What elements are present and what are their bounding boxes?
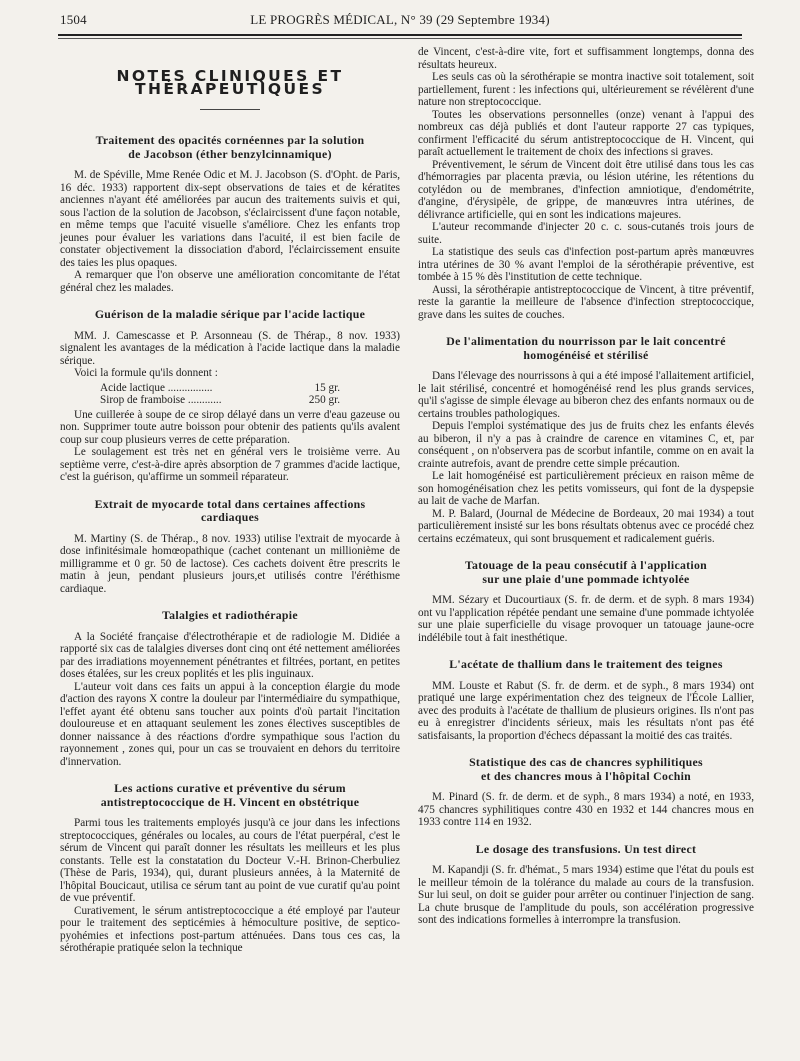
page-number: 1504 [60, 12, 87, 27]
paragraph: L'auteur voit dans ces faits un appui à la conception élargie du mode d'action des rayons X contre la douleur par l'intermédiaire du sympathique, l'effet ayant été obtenu sans toucher aux points d'où partait l'incitation douloureuse et en attaquant seulement les zones électives susceptibles de donner naissance à des réactions d'ordre sympathique sous l'action du rayonnement , zones qui, pour un cas se trouvaient en dehors du territoire d'innervation. [60, 680, 400, 768]
paragraph: Les seuls cas où la sérothérapie se montra inactive soit totalement, soit partiellement, furent : les infections qui, ultérieurement se révélèrent d'une nature non streptococcique. [418, 71, 754, 108]
journal-title: LE PROGRÈS MÉDICAL, N° 39 (29 Septembre 1934) [250, 12, 550, 27]
section-title-chancres [418, 756, 754, 783]
paragraph: MM. J. Camescasse et P. Arsonneau (S. de Thérap., 8 nov. 1933) signalent les avantages de la médication à l'acide lactique dans la maladie sérique. [60, 329, 400, 367]
section-title-line: de Jacobson (éther benzylcinnamique) [128, 146, 332, 161]
paragraph: Dans l'élevage des nourrissons à qui a été imposé l'allaitement artificiel, le lait stérilisé, concentré et homogénéisé rend les plus grands services, qu'il s'agisse de simple élevage au biberon chez des enfants normaux ou de certains troubles pathologiques. [418, 370, 754, 420]
section-title-tatouage [418, 559, 754, 586]
formula-item: Sirop de framboise ............ [100, 394, 222, 406]
section-title-line: Extrait de myocarde total dans certaines affections [94, 496, 366, 511]
section-title-acide-lactique: Guérison de la maladie sérique par l'acide lactique [94, 307, 366, 321]
paragraph: Curativement, le sérum antistreptococcique a été employé par l'auteur pour le traitement des septicémies à hémoculture positive, de septico-pyohémies et infections post-partum atténuées. Dans tous ces cas, la sérothérapie pratiquée selon la technique [60, 904, 400, 954]
paragraph: M. de Spéville, Mme Renée Odic et M. J. Jacobson (S. d'Opht. de Paris, 16 déc. 1933) rapportent dix-sept observations de taies et de kératites anciennes n'ayant été améliorées par aucun des traitements suivis et qui, sous l'action de la solution de Jacobson, s'éclaircissent d'une façon notable, en même temps que l'acuité visuelle s'améliore. Chez les enfants trop jeunes pour évaluer les variations dans l'acuité, il est bien facile de constater objectivement la dissociation d'abord, l'éclaircissement ensuite des taies les plus opaques. [60, 169, 400, 269]
paragraph: A remarquer que l'on observe une amélioration concomitante de l'état général chez les malades. [60, 269, 400, 294]
formula-item: Acide lactique ................ [100, 381, 213, 394]
section-title-jacobson [60, 134, 400, 161]
paragraph: M. Martiny (S. de Thérap., 8 nov. 1933) utilise l'extrait de myocarde à dose infinitésimale homœopathique (cachet contenant un millionième de milligramme et 0 gr. 50 de lactose). Ces cachets doivent être prescrits le matin à jeun, pendant plusieurs jours,et utilisés contre l'éréthisme cardiaque. [60, 532, 400, 595]
formula-quantity: 250 gr. [308, 394, 340, 406]
paragraph: Aussi, la sérothérapie antistreptococcique de Vincent, à titre préventif, reste la garantie la meilleure de l'absence d'infection streptococcique, grave dans les suites de couches. [418, 283, 754, 321]
section-title-line: cardiaques [200, 510, 260, 524]
paragraph: MM. Louste et Rabut (S. fr. de derm. et de syph., 8 mars 1934) ont pratiqué une large expérimentation chez des teigneux de l'École Lallier, avec des produits à l'acétate de thallium de plusieurs origines. Ils n'ont pas eu à enregistrer d'incidents sérieux, mais les résultats n'ont pas été satisfaisants, la proportion d'échecs dépassant la moitié des cas traités. [418, 679, 754, 742]
formula-row [100, 382, 340, 395]
paragraph: Préventivement, le sérum de Vincent doit être utilisé dans tous les cas d'hémorragies par placenta prævia, ou lésion utérine, les rétentions du cotylédon ou de membranes, d'infection amniotique, d'endométrite, d'angine, d'érysipèle, de grippe, de manœuvres intra utérines, de délivrance artificielle, qui en sont les indications majeures. [418, 158, 754, 221]
formula-quantity: 15 gr. [314, 381, 340, 394]
header-rule-thin [58, 38, 742, 39]
left-column [60, 48, 400, 955]
section-title-serum-vincent [60, 782, 400, 809]
section-title-thallium: L'acétate de thallium dans le traitement des teignes [449, 657, 723, 671]
section-title-line: Les actions curative et préventive du sérum [114, 781, 346, 795]
formula-row [100, 394, 340, 407]
paragraph: Le lait homogénéisé est particulièrement précieux en raison même de son homogénéisation chez les petits vomisseurs, qui font de la dyspepsie au lait de vache de Marfan. [418, 470, 754, 507]
section-title-transfusions: Le dosage des transfusions. Un test direct [475, 841, 697, 856]
paragraph: Parmi tous les traitements employés jusqu'à ce jour dans les infections streptococciques, générales ou locales, au cours de l'état puerpéral, c'est le sérum de Vincent qui paraît donner les résultats les meilleurs et les plus constants. Telle est la constatation du Docteur V.-H. Brinon-Cherbuliez (Thèse de Paris, 1934), qui, durant plusieurs années, à la Maternité de l'hôpital Boucicaut, utilisa ce sérum tant au point de vue curatif qu'au point de vue préventif. [60, 817, 400, 904]
paragraph: L'auteur recommande d'injecter 20 c. c. sous-cutanés trois jours de suite. [418, 221, 754, 246]
running-head [60, 12, 740, 32]
paragraph: Le soulagement est très net en général vers le troisième verre. Au septième verre, c'est-à-dire après absorption de 7 grammes d'acide lactique, c'est la guérison, qu'affirme un sommeil réparateur. [60, 446, 400, 483]
paragraph: de Vincent, c'est-à-dire vite, fort et suffisamment longtemps, donna des résultats heureux. [418, 46, 754, 71]
paragraph: M. Pinard (S. fr. de derm. et de syph., 8 mars 1934) a noté, en 1933, 475 chancres syphilitiques contre 430 en 1932 et 144 chancres mous en 1933 contre 114 en 1932. [418, 791, 754, 828]
main-title: NOTES CLINIQUES ET THÉRAPEUTIQUES [116, 67, 344, 98]
paragraph: Une cuillerée à soupe de ce sirop délayé dans un verre d'eau gazeuse ou non. Supprimer toute autre boisson pour obtenir des patients qu'ils avalent coup sur coup plusieurs verres de cette préparation. [60, 408, 400, 446]
paragraph: Voici la formule qu'ils donnent : [74, 367, 218, 379]
section-title-myocarde [60, 498, 400, 525]
formula [100, 382, 340, 407]
section-title-line: sur une plaie d'une pommade ichtyolée [482, 571, 690, 586]
section-title-line: Tatouage de la peau consécutif à l'application [464, 558, 708, 572]
paragraph: La statistique des seuls cas d'infection post-partum après manœuvres intra utérines de 30 % avant l'emploi de la sérothérapie préventive, est tombée à 15 % dès l'institution de cette technique. [418, 246, 754, 283]
section-title-line: et des chancres mous à l'hôpital Cochin [480, 768, 692, 783]
section-title-line: Statistique des cas de chancres syphilitiques [469, 755, 703, 769]
paragraph: Depuis l'emploi systématique des jus de fruits chez les enfants élevés au biberon, il n'y a pas à craindre de carence en vitamines C, et, par conséquent , on n'observera pas de scorbut infantile, comme on en avait la crainte autrefois, avant de prendre cette simple précaution. [418, 420, 754, 470]
section-title-line: antistreptococcique de H. Vincent en obstétrique [100, 794, 360, 809]
section-title-line: Traitement des opacités cornéennes par la solution [95, 133, 365, 147]
title-rule [200, 109, 260, 110]
section-title-lait-concentre [418, 335, 754, 362]
section-title-line: De l'alimentation du nourrisson par le lait concentré [446, 334, 726, 348]
right-column [418, 46, 754, 927]
paragraph: MM. Sézary et Ducourtiaux (S. fr. de derm. et de syph. 8 mars 1934) ont vu l'application répétée pendant une semaine d'une pommade ichtyolée sur une plaie superficielle du visage provoquer un tatouage jaune-ocre indélébile tout à fait inesthétique. [418, 594, 754, 644]
section-title-line: homogénéisé et stérilisé [523, 347, 649, 362]
paragraph: Toutes les observations personnelles (onze) venant à l'appui des nombreux cas déjà publiés et dont l'auteur rapporte 27 cas typiques, confirment l'efficacité du sérum antistreptococcique de H. Vincent, qui paraît actuellement le traitement de choix des infections si graves. [418, 108, 754, 158]
header-rule [58, 34, 742, 36]
paragraph: A la Société française d'électrothérapie et de radiologie M. Didiée a rapporté six cas de talalgies diverses dont cinq ont été nettement améliorées par des irradiations moyennement pénétrantes et filtrées, portant, en petites doses étalées, sur les creux poplités et les plis inguinaux. [60, 630, 400, 680]
paragraph: M. P. Balard, (Journal de Médecine de Bordeaux, 20 mai 1934) a tout particulièrement insisté sur les bons résultats obtenus avec ce procédé chez certains eczémateux, qui sont brusquement et radicalement guéris. [418, 507, 754, 545]
section-title-talalgies: Talalgies et radiothérapie [162, 608, 298, 622]
paragraph: M. Kapandji (S. fr. d'hémat., 5 mars 1934) estime que l'état du pouls est le meilleur témoin de la tolérance du malade au cours de la transfusion. Sur lui seul, on doit se guider pour arrêter ou continuer l'injection de sang. La chute brusque de l'amplitude du pouls, son accélération progressive sont des indications formelles à interrompre la transfusion. [418, 864, 754, 926]
